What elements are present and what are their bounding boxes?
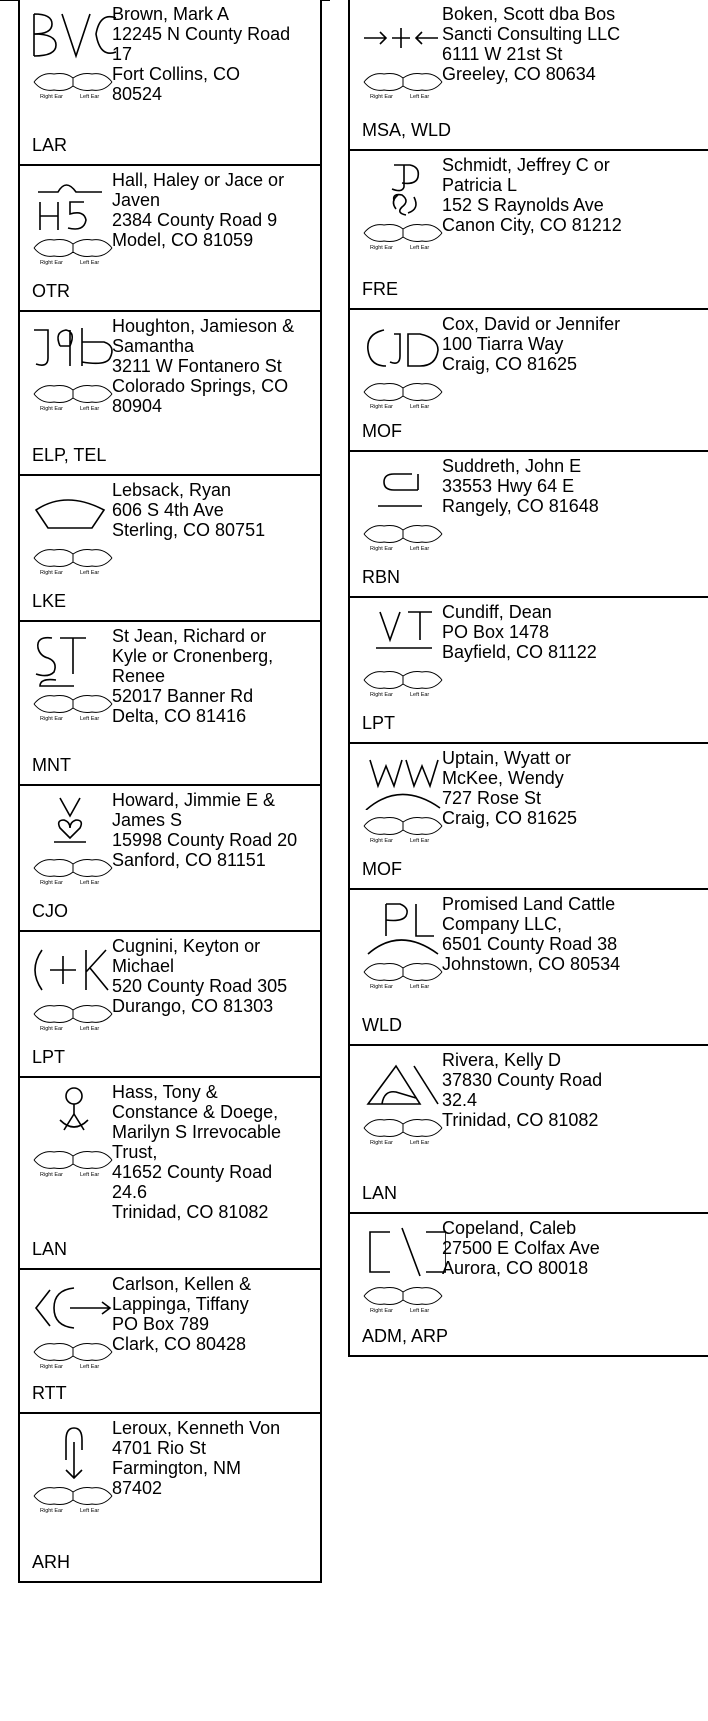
county-code: MOF [362, 421, 402, 441]
address-line: 520 County Road 305 [112, 976, 288, 996]
ear-label-left: Left Ear [410, 404, 430, 410]
owner-address [112, 626, 322, 726]
owner-address [112, 4, 322, 104]
owner-name: Howard, Jimmie E & [112, 790, 276, 810]
address-line: Trust, [112, 1142, 158, 1162]
address-line: Fort Collins, CO [112, 64, 241, 84]
ear-label-right: Right Ear [40, 1508, 63, 1514]
owner-address [112, 1274, 322, 1354]
owner-name: Cugnini, Keyton or [112, 936, 261, 956]
owner-name: Leroux, Kenneth Von [112, 1418, 281, 1438]
owner-name: Hass, Tony & [112, 1082, 218, 1102]
brand-figure-icon [30, 1084, 116, 1144]
county-code: LPT [32, 1047, 66, 1067]
brand-card [348, 151, 708, 310]
address-line: Constance & Doege, [112, 1102, 279, 1122]
address-line: Craig, CO 81625 [442, 808, 578, 828]
address-line: James S [112, 810, 183, 830]
ear-mark-icon [30, 68, 116, 100]
owner-address [442, 155, 708, 235]
ear-mark-icon [360, 958, 446, 990]
ear-label-left: Left Ear [410, 546, 430, 552]
ear-mark-icon [360, 68, 446, 100]
brand-card [18, 932, 322, 1078]
address-line: Trinidad, CO 81082 [442, 1110, 599, 1130]
address-line: Kyle or Cronenberg, [112, 646, 274, 666]
ear-label-left: Left Ear [410, 984, 430, 990]
owner-address [442, 456, 708, 516]
brand-card [18, 476, 322, 622]
address-line: 33553 Hwy 64 E [442, 476, 575, 496]
address-line: PO Box 1478 [442, 622, 550, 642]
owner-name: Schmidt, Jeffrey C or [442, 155, 610, 175]
address-line: 80904 [112, 396, 163, 416]
ear-label-right: Right Ear [370, 984, 393, 990]
owner-address [442, 1050, 708, 1130]
brand-card [348, 452, 708, 598]
address-line: Greeley, CO 80634 [442, 64, 596, 84]
county-code: MOF [362, 859, 402, 879]
ear-mark-icon [360, 378, 446, 410]
right-column [348, 0, 708, 1357]
address-line: Company LLC, [442, 914, 563, 934]
ear-label-right: Right Ear [370, 94, 393, 100]
owner-address [442, 894, 708, 974]
address-line: Johnstown, CO 80534 [442, 954, 621, 974]
owner-name: Rivera, Kelly D [442, 1050, 562, 1070]
brand-card [18, 786, 322, 932]
brand-card [348, 0, 708, 151]
brand-jqb-icon [30, 318, 116, 378]
brand-hook-bar-icon [360, 458, 446, 518]
county-code: RTT [32, 1383, 67, 1403]
county-code: RBN [362, 567, 401, 587]
brand-v-heart-icon [30, 792, 116, 852]
ear-mark-icon [30, 544, 116, 576]
ear-label-right: Right Ear [370, 245, 393, 251]
ear-mark-icon [30, 854, 116, 886]
ear-label-left: Left Ear [80, 570, 100, 576]
county-code: LKE [32, 591, 67, 611]
ear-label-left: Left Ear [80, 1364, 100, 1370]
owner-address [442, 748, 708, 828]
ear-label-left: Left Ear [410, 1308, 430, 1314]
address-line: Sancti Consulting LLC [442, 24, 621, 44]
ear-label-right: Right Ear [40, 94, 63, 100]
brand-arc-icon [30, 482, 116, 542]
brand-card [18, 0, 322, 166]
address-line: 41652 County Road [112, 1162, 273, 1182]
address-line: Javen [112, 190, 161, 210]
owner-address [442, 314, 708, 374]
address-line: 32.4 [442, 1090, 478, 1110]
owner-name: Brown, Mark A [112, 4, 230, 24]
owner-address [112, 1418, 322, 1498]
address-line: Lappinga, Tiffany [112, 1294, 249, 1314]
address-line: Model, CO 81059 [112, 230, 254, 250]
brand-ww-arc-icon [360, 750, 446, 810]
brand-card [348, 1214, 708, 1357]
ear-mark-icon [30, 1482, 116, 1514]
brand-lt-c-arrow-icon [30, 1276, 116, 1336]
brand-card [348, 310, 708, 452]
brand-st-icon [30, 628, 116, 688]
brand-arrows-plus-icon [360, 6, 446, 66]
ear-label-right: Right Ear [370, 546, 393, 552]
owner-address [112, 790, 322, 870]
brand-pl-arc-icon [360, 896, 446, 956]
brand-card [348, 890, 708, 1046]
brand-vt-bar-icon [360, 604, 446, 664]
address-line: 100 Tiarra Way [442, 334, 564, 354]
brand-jp-s-icon [360, 157, 446, 217]
address-line: Sterling, CO 80751 [112, 520, 266, 540]
address-line: Farmington, NM [112, 1458, 242, 1478]
address-line: 37830 County Road [442, 1070, 603, 1090]
ear-label-right: Right Ear [40, 260, 63, 266]
address-line: Patricia L [442, 175, 518, 195]
address-line: 24.6 [112, 1182, 148, 1202]
ear-label-right: Right Ear [40, 716, 63, 722]
owner-name: Carlson, Kellen & [112, 1274, 252, 1294]
owner-name: Copeland, Caleb [442, 1218, 577, 1238]
address-line: Sanford, CO 81151 [112, 850, 266, 870]
address-line: 87402 [112, 1478, 163, 1498]
ear-label-right: Right Ear [40, 570, 63, 576]
brand-card [18, 1078, 322, 1270]
address-line: 15998 County Road 20 [112, 830, 298, 850]
county-code: ARH [32, 1552, 71, 1572]
address-line: Aurora, CO 80018 [442, 1258, 589, 1278]
ear-label-right: Right Ear [40, 1026, 63, 1032]
owner-address [112, 480, 322, 540]
owner-address [442, 602, 708, 662]
ear-mark-icon [30, 1000, 116, 1032]
brand-bvc-icon [30, 6, 116, 66]
ear-label-left: Left Ear [80, 94, 100, 100]
brand-h5-icon [30, 172, 116, 232]
owner-name: Lebsack, Ryan [112, 480, 232, 500]
county-code: LAR [32, 135, 68, 155]
ear-label-left: Left Ear [80, 1172, 100, 1178]
address-line: 2384 County Road 9 [112, 210, 278, 230]
ear-label-left: Left Ear [80, 406, 100, 412]
ear-mark-icon [360, 219, 446, 251]
ear-label-left: Left Ear [80, 716, 100, 722]
ear-label-left: Left Ear [410, 838, 430, 844]
ear-label-left: Left Ear [410, 94, 430, 100]
ear-mark-icon [30, 690, 116, 722]
ear-mark-icon [360, 1282, 446, 1314]
ear-label-right: Right Ear [40, 1364, 63, 1370]
brand-card [18, 312, 322, 476]
address-line: Durango, CO 81303 [112, 996, 274, 1016]
owner-name: Promised Land Cattle [442, 894, 616, 914]
ear-label-right: Right Ear [40, 880, 63, 886]
address-line: 152 S Raynolds Ave [442, 195, 604, 215]
address-line: Canon City, CO 81212 [442, 215, 622, 235]
address-line: 606 S 4th Ave [112, 500, 224, 520]
address-line: 6111 W 21st St [442, 44, 563, 64]
ear-mark-icon [30, 234, 116, 266]
county-code: MNT [32, 755, 71, 775]
owner-name: St Jean, Richard or [112, 626, 267, 646]
address-line: Renee [112, 666, 166, 686]
owner-address [442, 4, 708, 84]
address-line: 27500 E Colfax Ave [442, 1238, 600, 1258]
address-line: Samantha [112, 336, 195, 356]
ear-label-right: Right Ear [370, 692, 393, 698]
ear-label-right: Right Ear [370, 838, 393, 844]
address-line: Marilyn S Irrevocable [112, 1122, 282, 1142]
address-line: Rangely, CO 81648 [442, 496, 599, 516]
address-line: 727 Rose St [442, 788, 542, 808]
owner-name: Cundiff, Dean [442, 602, 552, 622]
left-column [18, 0, 322, 1583]
owner-name: Houghton, Jamieson & [112, 316, 295, 336]
brand-card [18, 1414, 322, 1583]
county-code: MSA, WLD [362, 120, 452, 140]
owner-name: Cox, David or Jennifer [442, 314, 621, 334]
ear-label-left: Left Ear [410, 245, 430, 251]
address-line: Michael [112, 956, 175, 976]
address-line: 17 [112, 44, 133, 64]
county-code: WLD [362, 1015, 402, 1035]
address-line: 3211 W Fontanero St [112, 356, 282, 376]
address-line: 6501 County Road 38 [442, 934, 618, 954]
brand-cjd-icon [360, 316, 446, 376]
owner-address [112, 1082, 322, 1222]
county-code: FRE [362, 279, 398, 299]
owner-address [112, 936, 322, 1016]
ear-label-left: Left Ear [410, 1140, 430, 1146]
county-code: ADM, ARP [362, 1326, 449, 1346]
owner-name: Hall, Haley or Jace or [112, 170, 285, 190]
county-code: LAN [362, 1183, 398, 1203]
ear-label-right: Right Ear [40, 406, 63, 412]
brand-box-slash-icon [360, 1220, 446, 1280]
brand-paren-plus-k-icon [30, 938, 116, 998]
brand-card [18, 166, 322, 312]
address-line: PO Box 789 [112, 1314, 210, 1334]
owner-name: Uptain, Wyatt or [442, 748, 571, 768]
address-line: 12245 N County Road [112, 24, 291, 44]
ear-mark-icon [30, 1146, 116, 1178]
county-code: CJO [32, 901, 68, 921]
ear-mark-icon [360, 812, 446, 844]
ear-label-right: Right Ear [370, 1140, 393, 1146]
brand-card [18, 1270, 322, 1414]
county-code: OTR [32, 281, 70, 301]
ear-mark-icon [360, 666, 446, 698]
owner-address [112, 170, 322, 250]
address-line: 80524 [112, 84, 163, 104]
ear-label-left: Left Ear [80, 260, 100, 266]
address-line: Craig, CO 81625 [442, 354, 578, 374]
owner-address [442, 1218, 708, 1278]
brand-card [348, 1046, 708, 1214]
address-line: Delta, CO 81416 [112, 706, 247, 726]
address-line: 52017 Banner Rd [112, 686, 254, 706]
ear-label-left: Left Ear [410, 692, 430, 698]
address-line: McKee, Wendy [442, 768, 564, 788]
brand-card [348, 598, 708, 744]
address-line: Colorado Springs, CO [112, 376, 289, 396]
ear-label-left: Left Ear [80, 1026, 100, 1032]
county-code: LAN [32, 1239, 68, 1259]
owner-name: Boken, Scott dba Bos [442, 4, 616, 24]
address-line: 4701 Rio St [112, 1438, 207, 1458]
brand-loop-arrow-icon [30, 1420, 116, 1480]
ear-mark-icon [30, 380, 116, 412]
county-code: LPT [362, 713, 396, 733]
brand-card [18, 622, 322, 786]
brand-card [348, 744, 708, 890]
ear-label-left: Left Ear [80, 880, 100, 886]
address-line: Bayfield, CO 81122 [442, 642, 597, 662]
address-line: Clark, CO 80428 [112, 1334, 247, 1354]
owner-name: Suddreth, John E [442, 456, 582, 476]
ear-mark-icon [360, 520, 446, 552]
owner-address [112, 316, 322, 416]
ear-label-right: Right Ear [40, 1172, 63, 1178]
county-code: ELP, TEL [32, 445, 107, 465]
ear-mark-icon [30, 1338, 116, 1370]
ear-label-right: Right Ear [370, 1308, 393, 1314]
brand-triangle-icon [360, 1052, 446, 1112]
ear-label-left: Left Ear [80, 1508, 100, 1514]
ear-label-right: Right Ear [370, 404, 393, 410]
address-line: Trinidad, CO 81082 [112, 1202, 269, 1222]
ear-mark-icon [360, 1114, 446, 1146]
